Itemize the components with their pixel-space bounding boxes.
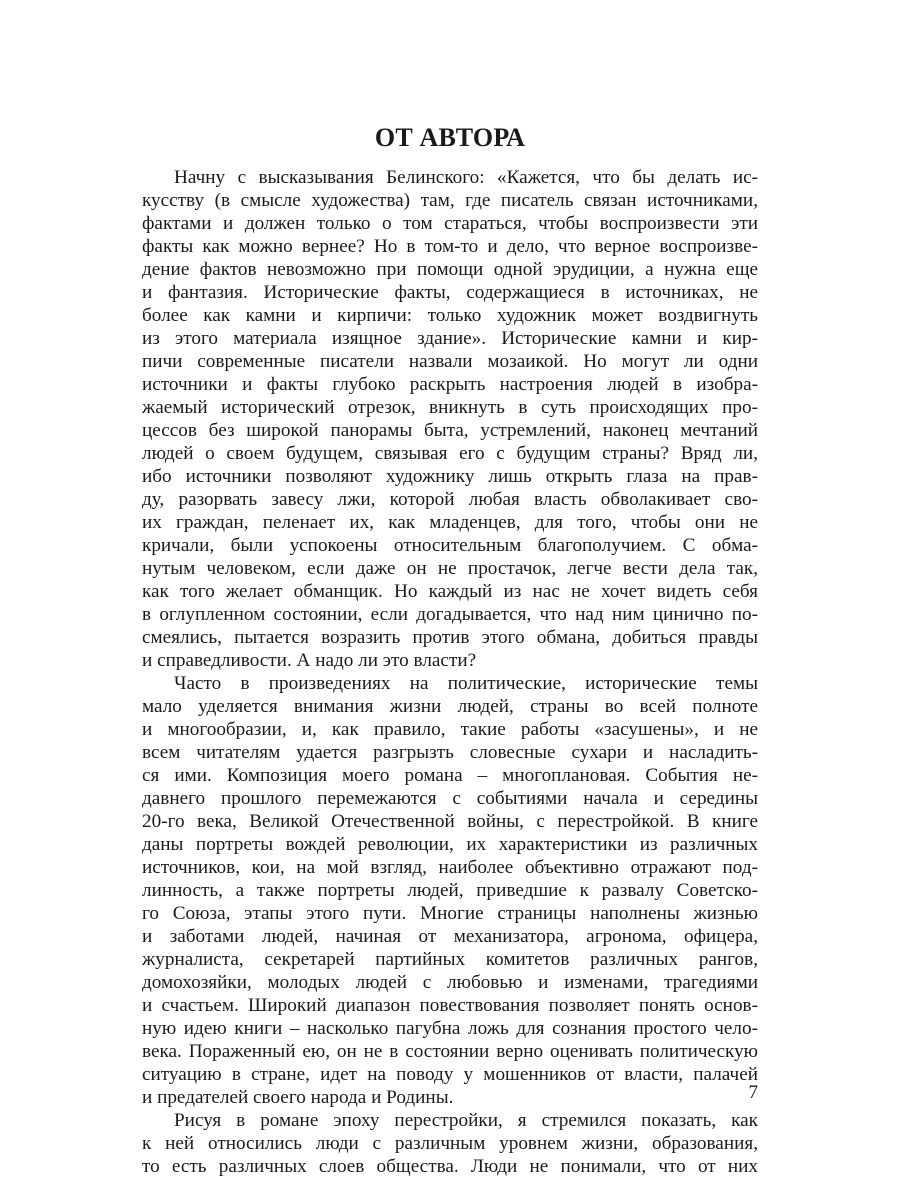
- text-line: смеялись, пытается возразить против этого обмана, добиться правды: [142, 627, 758, 648]
- text-line: жаемый исторический отрезок, вникнуть в суть происходящих про-: [142, 397, 758, 418]
- text-line: источники и факты глубоко раскрыть настроения людей в изобра-: [142, 374, 758, 395]
- text-line: ибо источники позволяют художнику лишь открыть глаза на прав-: [142, 466, 758, 487]
- text-line: то есть различных слоев общества. Люди не понимали, что от них: [142, 1156, 758, 1177]
- text-line: более как камни и кирпичи: только художник может воздвигнуть: [142, 305, 758, 326]
- text-line: фактами и должен только о том стараться, чтобы воспроизвести эти: [142, 213, 758, 234]
- text-line: пичи современные писатели назвали мозаикой. Но могут ли одни: [142, 351, 758, 372]
- page-title: ОТ АВТОРА: [374, 123, 526, 152]
- page-number: 7: [748, 1082, 758, 1103]
- text-line: даны портреты вождей революции, их характеристики из различных: [142, 834, 758, 855]
- text-line: источников, кои, на мой взгляд, наиболее объективно отражают под-: [142, 857, 758, 878]
- text-line: века. Пораженный ею, он не в состоянии верно оценивать политическую: [142, 1041, 758, 1062]
- text-line: к ней относились люди с различным уровнем жизни, образования,: [142, 1133, 758, 1154]
- paragraph: [142, 672, 758, 1109]
- text-line: ную идею книги – насколько пагубна ложь для сознания простого чело-: [142, 1018, 758, 1039]
- text-line: и счастьем. Широкий диапазон повествования позволяет понять основ-: [142, 995, 758, 1016]
- text-line: мало уделяется внимания жизни людей, страны во всей полноте: [142, 696, 758, 717]
- text-line: журналиста, секретарей партийных комитетов различных рангов,: [142, 949, 758, 970]
- text-line: Начну с высказывания Белинского: «Кажется, что бы делать ис-: [174, 167, 758, 188]
- text-line: людей о своем будущем, связывая его с будущим страны? Вряд ли,: [142, 443, 758, 464]
- text-line: из этого материала изящное здание». Исторические камни и кир-: [142, 328, 758, 349]
- text-line: кусству (в смысле художества) там, где писатель связан источниками,: [142, 190, 758, 211]
- page-body: [142, 124, 758, 1178]
- text-line: и фантазия. Исторические факты, содержащиеся в источниках, не: [142, 282, 758, 303]
- text-line: и заботами людей, начиная от механизатора, агронома, офицера,: [142, 926, 758, 947]
- text-line: и предателей своего народа и Родины.: [142, 1087, 454, 1108]
- text-line: дение фактов невозможно при помощи одной эрудиции, а нужна еще: [142, 259, 758, 280]
- text-line: кричали, были успокоены относительным благополучием. С обма-: [142, 535, 758, 556]
- paragraph: [142, 1109, 758, 1178]
- text-line: и справедливости. А надо ли это власти?: [142, 650, 477, 671]
- text-line: цессов без широкой панорамы быта, устремлений, наконец мечтаний: [142, 420, 758, 441]
- text-line: и многообразии, и, как правило, такие работы «засушены», и не: [142, 719, 758, 740]
- text-line: ся ими. Композиция моего романа – многоплановая. События не-: [142, 765, 758, 786]
- text-line: нутым человеком, если даже он не простачок, легче вести дела так,: [142, 558, 758, 579]
- text-line: ду, разорвать завесу лжи, которой любая власть обволакивает сво-: [142, 489, 758, 510]
- text-line: ситуацию в стране, идет на поводу у мошенников от власти, палачей: [142, 1064, 758, 1085]
- text-line: Часто в произведениях на политические, исторические темы: [174, 673, 758, 694]
- text-line: 20-го века, Великой Отечественной войны, с перестройкой. В книге: [142, 811, 758, 832]
- text-line: в оглупленном состоянии, если догадывается, что над ним цинично по-: [142, 604, 758, 625]
- text-line: как того желает обманщик. Но каждый из нас не хочет видеть себя: [142, 581, 758, 602]
- paragraph: [142, 166, 758, 672]
- text-line: всем читателям удается разгрызть словесные сухари и насладить-: [142, 742, 758, 763]
- text-line: линность, а также портреты людей, приведшие к развалу Советско-: [142, 880, 758, 901]
- text-body: [142, 166, 758, 1178]
- text-line: их граждан, пеленает их, как младенцев, для того, чтобы они не: [142, 512, 758, 533]
- text-line: домохозяйки, молодых людей с любовью и изменами, трагедиями: [142, 972, 758, 993]
- text-line: давнего прошлого перемежаются с событиями начала и середины: [142, 788, 758, 809]
- text-line: факты как можно вернее? Но в том-то и дело, что верное воспроизве-: [142, 236, 758, 257]
- text-line: го Союза, этапы этого пути. Многие страницы наполнены жизнью: [142, 903, 758, 924]
- text-line: Рисуя в романе эпоху перестройки, я стремился показать, как: [174, 1110, 758, 1131]
